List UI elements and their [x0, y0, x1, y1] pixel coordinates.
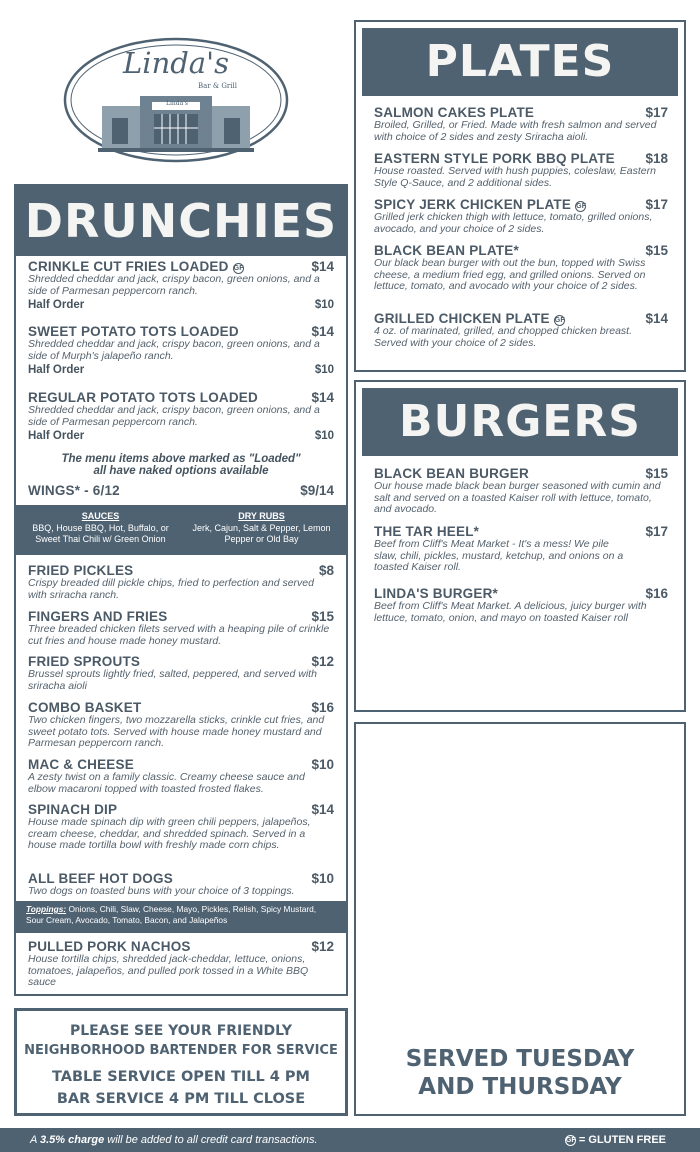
toppings-band	[16, 901, 346, 933]
item-name: SWEET POTATO TOTS LOADED	[28, 324, 239, 339]
pot-roast-title-1: LINDA'S FAMOUS	[381, 736, 659, 770]
item-name: CRINKLE CUT FRIES LOADED	[28, 259, 229, 274]
half-order-label: Half Order	[28, 430, 85, 442]
item-name: BLACK BEAN PLATE*	[374, 243, 519, 258]
menu-item	[374, 586, 668, 624]
item-description: Grilled jerk chicken thigh with lettuce, tomato, grilled onions, avocado, and your choice of 2 sides.	[374, 211, 653, 235]
drunchies-title: DRUNCHIES	[24, 194, 338, 248]
burgers-title: BURGERS	[399, 396, 641, 447]
sauces-rubs-band	[16, 505, 346, 555]
add-ons	[362, 658, 678, 697]
wings-item	[28, 479, 334, 505]
item-description: Two chicken fingers, two mozzarella sticks, crinkle cut fries, and sweet potato tots. Served with house made honey mustard and Parmesan peppercorn ranch.	[28, 714, 325, 749]
half-order-label: Half Order	[28, 299, 85, 311]
menu-item	[28, 609, 334, 654]
footer-bar	[0, 1128, 700, 1152]
menu-item	[28, 939, 334, 989]
dry-rubs-text: Jerk, Cajun, Salt & Pepper, Lemon Pepper or Old Bay	[192, 523, 331, 544]
item-price: $16	[311, 700, 334, 715]
special-sides-text: Black Eyed Peas & Garlic Mashed Potatoes	[391, 988, 649, 1002]
served-line-2: AND THURSDAY	[418, 1074, 622, 1100]
menu-item	[374, 524, 668, 586]
menu-item	[374, 151, 668, 197]
service-notice	[14, 1008, 348, 1116]
item-description: A zesty twist on a family classic. Creamy cheese sauce and elbow macaroni topped with toasted frosted flakes.	[28, 771, 305, 795]
drunchies-section	[14, 184, 348, 996]
drunchies-heading	[16, 186, 346, 256]
menu-item	[374, 311, 668, 349]
service-line-1: PLEASE SEE YOUR FRIENDLY	[69, 1023, 293, 1039]
sides-note: Served with two sides of your choice	[410, 918, 630, 932]
item-price: $12	[311, 654, 334, 669]
logo-name: Linda's	[123, 46, 229, 80]
item-name: MAC & CHEESE	[28, 757, 134, 772]
cornbread-note: SERVED WITH CORNBREAD	[434, 814, 606, 828]
item-name: EASTERN STYLE PORK BBQ PLATE	[374, 151, 615, 166]
item-description: Three breaded chicken filets served with a heaping pile of crinkle cut fries and house made honey mustard.	[28, 623, 330, 647]
sauces-text: BBQ, House BBQ, Hot, Buffalo, or Sweet Thai Chili w/ Green Onion	[32, 523, 169, 544]
item-description: House made spinach dip with green chili peppers, jalapeños, cream cheese, cheddar, and shredded spinach. Served in a house made tortilla bowl with freshly made corn chips.	[28, 816, 311, 851]
item-price: $15	[311, 609, 334, 624]
service-line-2: NEIGHBORHOOD BARTENDER FOR SERVICE	[24, 1043, 338, 1058]
item-description: Our black bean burger with out the bun, topped with Swiss cheese, a medium fried egg, and grilled onions. Served on lettuce, tomato, and avocado with your choice of 2 sides.	[374, 257, 646, 292]
menu-item	[28, 871, 334, 901]
divider	[370, 942, 670, 944]
item-name: THE TAR HEEL*	[374, 524, 480, 539]
item-price: $10	[311, 871, 334, 886]
add-ons-line-1: Cheese [.50] Bacon [1.00]	[480, 668, 620, 680]
item-name: SALMON CAKES PLATE	[374, 105, 535, 120]
menu-item	[28, 757, 334, 802]
menu-item	[28, 563, 334, 609]
item-description: Broiled, Grilled, or Fried. Made with fresh salmon and served with choice of 2 sides and zesty Sriracha aioli.	[374, 119, 657, 143]
service-line-3: TABLE SERVICE OPEN TILL 4 PM	[51, 1069, 310, 1085]
item-description: Shredded cheddar and jack, crispy bacon, green onions, and a side of Parmesan peppercorn ranch.	[28, 404, 320, 428]
add-ons-line-2: Avocado [1.00], Fried Egg* [1.50]	[430, 683, 610, 695]
logo	[62, 36, 290, 164]
half-order-price: $10	[314, 299, 334, 311]
served-days-box	[360, 1036, 680, 1110]
burgers-heading	[362, 388, 678, 456]
item-name: SPINACH DIP	[28, 802, 118, 817]
half-order-price: $10	[314, 364, 334, 376]
item-description: House tortilla chips, shredded jack-cheddar, lettuce, onions, tomatoes, jalapeños, and pulled pork tossed in a White BBQ sauce	[28, 953, 309, 988]
toppings-label: Toppings:	[26, 904, 67, 914]
gluten-free-icon: GF	[554, 317, 565, 324]
sauces-heading: SAUCES	[81, 511, 120, 521]
menu-item	[28, 314, 334, 381]
item-price: $14	[311, 324, 334, 339]
item-description: Crispy breaded dill pickle chips, fried to perfection and served with sriracha ranch.	[28, 577, 314, 601]
item-price: $8	[318, 563, 334, 578]
special-sides-title: SPECIAL LUNCH SIDES	[363, 952, 677, 981]
menu-item	[374, 105, 668, 151]
card-charge-note: A 3.5% charge will be added to all credit card transactions.	[30, 1134, 318, 1146]
gluten-free-icon: GF	[233, 265, 244, 272]
gluten-free-icon: GF	[565, 1137, 576, 1144]
item-name: FRIED PICKLES	[28, 563, 134, 578]
item-price: $18	[645, 151, 668, 166]
item-name: WINGS* - 6/12	[28, 483, 120, 498]
item-price: $14	[311, 259, 334, 274]
add-ons-label: ADD ONS:	[420, 668, 478, 680]
item-price: $14	[311, 802, 334, 817]
item-price: $10	[311, 757, 334, 772]
item-description: Brussel sprouts lightly fried, salted, peppered, and served with sriracha aioli	[28, 668, 317, 692]
half-order-price: $10	[314, 430, 334, 442]
pot-roast-section	[354, 722, 686, 1116]
item-description: 4 oz. of marinated, grilled, and chopped chicken breast. Served with your choice of 2 sides.	[374, 325, 632, 349]
item-name: REGULAR POTATO TOTS LOADED	[28, 390, 258, 405]
item-description: Two dogs on toasted buns with your choice of 3 toppings.	[28, 885, 295, 897]
gluten-free-legend: GF = GLUTEN FREE	[565, 1134, 666, 1146]
item-price: $12	[311, 939, 334, 954]
menu-item	[28, 654, 334, 700]
menu-item	[374, 243, 668, 311]
logo-subtitle: Bar & Grill	[198, 82, 237, 90]
half-order-label: Half Order	[28, 364, 85, 376]
logo-sign: Linda's	[166, 100, 188, 107]
item-price: $16	[645, 586, 668, 601]
plates-title: PLATES	[425, 36, 615, 87]
menu-item	[28, 802, 334, 871]
toppings-text: Onions, Chili, Slaw, Cheese, Mayo, Pickles, Relish, Spicy Mustard, Sour Cream, Avocado, Tomato, Bacon, and Jalapeños	[26, 904, 317, 925]
menu-item	[374, 466, 668, 524]
pot-roast-title-2: POT ROAST LUNCH	[366, 770, 673, 804]
item-name: COMBO BASKET	[28, 700, 142, 715]
item-name: FINGERS AND FRIES	[28, 609, 168, 624]
item-price: $15	[645, 466, 668, 481]
service-line-4: BAR SERVICE 4 PM TILL CLOSE	[56, 1091, 306, 1107]
item-price: $9/14	[300, 483, 334, 498]
item-name: BLACK BEAN BURGER	[374, 466, 529, 481]
item-name: PULLED PORK NACHOS	[28, 939, 191, 954]
item-description: Shredded cheddar and jack, crispy bacon, green onions, and a side of Parmesan peppercorn ranch.	[28, 273, 320, 297]
menu-item	[374, 197, 668, 243]
plates-heading	[362, 28, 678, 96]
item-description: Our house made black bean burger seasoned with cumin and salt and served on a toasted Kaiser roll with lettuce, tomato, and avocado.	[374, 480, 661, 515]
item-name: FRIED SPROUTS	[28, 654, 141, 669]
half-order: Half Order - $13	[469, 877, 571, 892]
gluten-free-icon: GF	[576, 203, 587, 210]
item-name: SPICY JERK CHICKEN PLATE	[374, 197, 572, 212]
item-description: Shredded cheddar and jack, crispy bacon, green onions, and a side of Murph's jalapeño ranch.	[28, 338, 320, 362]
dry-rubs-heading: DRY RUBS	[238, 511, 285, 521]
item-price: $17	[645, 105, 668, 120]
plates-section	[354, 20, 686, 372]
menu-item	[28, 700, 334, 757]
full-order: Full Order - $18	[472, 856, 568, 871]
item-price: $17	[645, 524, 668, 539]
item-name: ALL BEEF HOT DOGS	[28, 871, 173, 886]
item-description: House roasted. Served with hush puppies, coleslaw, Eastern Style Q-Sauce, and 2 additional sides.	[374, 165, 656, 189]
item-name: GRILLED CHICKEN PLATE	[374, 311, 550, 326]
item-description: Beef from Cliff's Meat Market. A delicious, juicy burger with lettuce, tomato, onion, and mayo on toasted Kaiser roll	[374, 600, 647, 624]
menu-item	[28, 259, 334, 314]
item-description: Beef from Cliff's Meat Market - It's a mess! We pile slaw, chili, pickles, mustard, ketchup, and onions on a toasted Kaiser roll.	[374, 538, 624, 573]
burgers-section	[354, 380, 686, 712]
item-price: $15	[645, 243, 668, 258]
served-line-1: SERVED TUESDAY	[405, 1046, 635, 1072]
item-price: $14	[645, 311, 668, 326]
item-name: LINDA'S BURGER*	[374, 586, 498, 601]
item-price: $17	[645, 197, 668, 212]
loaded-note: The menu items above marked as "Loaded" all have naked options available	[61, 453, 301, 477]
menu-item	[28, 381, 334, 447]
item-price: $14	[311, 390, 334, 405]
